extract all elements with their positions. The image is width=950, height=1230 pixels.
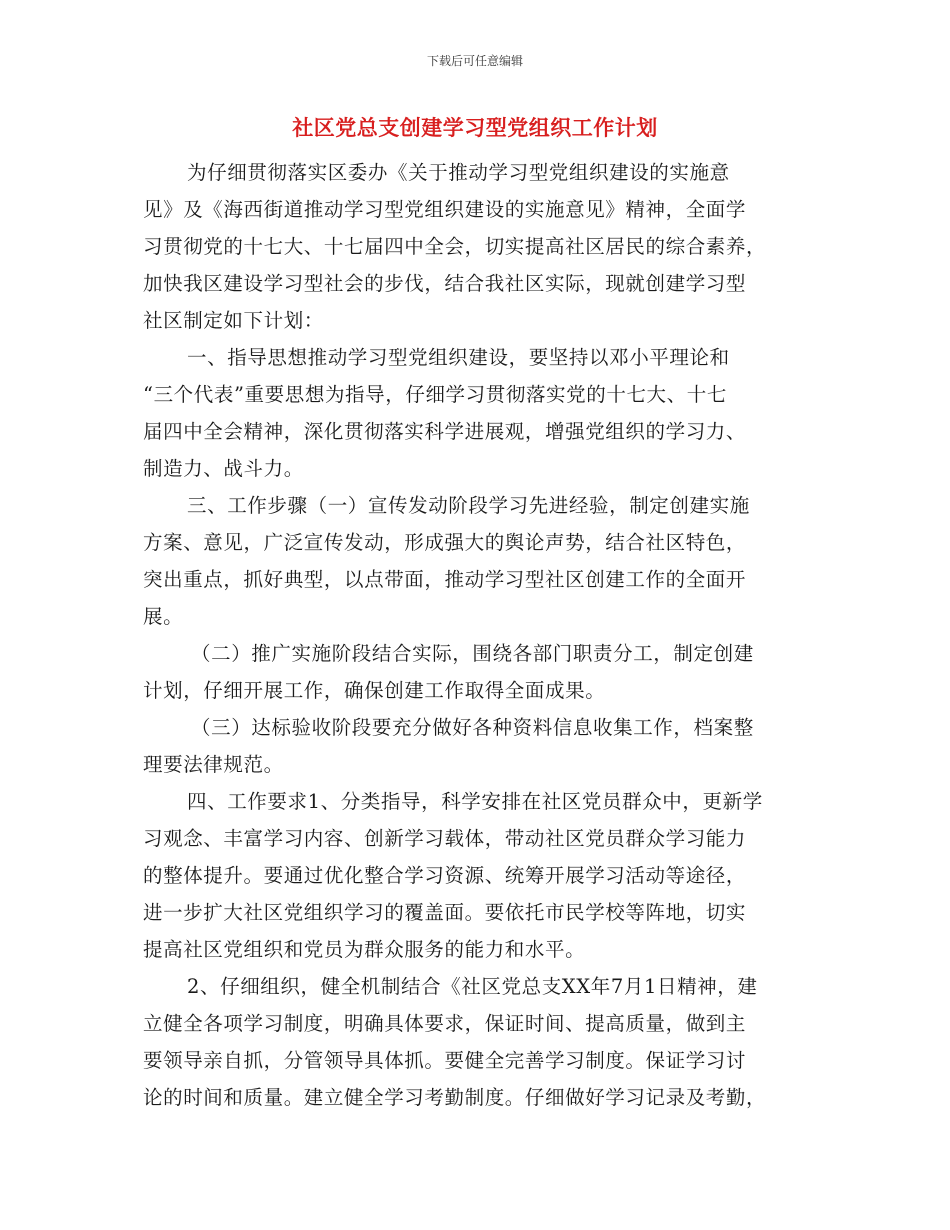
paragraph-line: 习贯彻党的十七大、十七届四中全会，切实提高社区居民的综合素养， [143,235,767,258]
paragraph-line: 为仔细贯彻落实区委办《关于推动学习型党组织建设的实施意 [187,161,730,184]
paragraph-line: （二）推广实施阶段结合实际，围绕各部门职责分工，制定创建 [191,642,754,665]
paragraph-line: 三、工作步骤（一）宣传发动阶段学习先进经验，制定创建实施 [187,494,750,517]
page-header: 下载后可任意编辑 [426,54,523,68]
paragraph-line: 立健全各项学习制度，明确具体要求，保证时间、提高质量，做到主 [143,1012,747,1035]
document-title: 社区党总支创建学习型党组织工作计划 [292,115,658,140]
paragraph-line: 论的时间和质量。建立健全学习考勤制度。仔细做好学习记录及考勤， [143,1086,767,1109]
paragraph-line: 理要法律规范。 [143,753,284,776]
paragraph-line: 四、工作要求1、分类指导，科学安排在社区党员群众中，更新学 [187,790,763,813]
paragraph-line: 一、指导思想推动学习型党组织建设，要坚持以邓小平理论和 [187,346,730,369]
paragraph-line: 制造力、战斗力。 [143,457,304,480]
paragraph-line: 加快我区建设学习型社会的步伐，结合我社区实际，现就创建学习型 [143,272,747,295]
paragraph-line: 提高社区党组织和党员为群众服务的能力和水平。 [143,938,586,961]
paragraph-line: 见》及《海西街道推动学习型党组织建设的实施意见》精神，全面学 [143,198,747,221]
paragraph-line: 2、仔细组织，健全机制结合《社区党总支XX年7月1日精神，建 [187,975,758,998]
paragraph-line: （三）达标验收阶段要充分做好各种资料信息收集工作，档案整 [191,716,754,739]
paragraph-line: 展。 [143,605,184,628]
document-body [143,154,823,1116]
paragraph-line: “三个代表”重要思想为指导，仔细学习贯彻落实党的十七大、十七 [143,383,727,406]
paragraph-line: 计划，仔细开展工作，确保创建工作取得全面成果。 [143,679,606,702]
paragraph-line: 习观念、丰富学习内容、创新学习载体，带动社区党员群众学习能力 [143,827,747,850]
paragraph-line: 社区制定如下计划： [143,309,324,332]
paragraph-line: 方案、意见，广泛宣传发动，形成强大的舆论声势，结合社区特色， [143,531,747,554]
paragraph-line: 的整体提升。要通过优化整合学习资源、统筹开展学习活动等途径， [143,864,747,887]
paragraph-line: 届四中全会精神，深化贯彻落实科学进展观，增强党组织的学习力、 [143,420,747,443]
paragraph-line: 突出重点，抓好典型，以点带面，推动学习型社区创建工作的全面开 [143,568,747,591]
paragraph-line: 要领导亲自抓，分管领导具体抓。要健全完善学习制度。保证学习讨 [143,1049,747,1072]
paragraph-line: 进一步扩大社区党组织学习的覆盖面。要依托市民学校等阵地，切实 [143,901,747,924]
